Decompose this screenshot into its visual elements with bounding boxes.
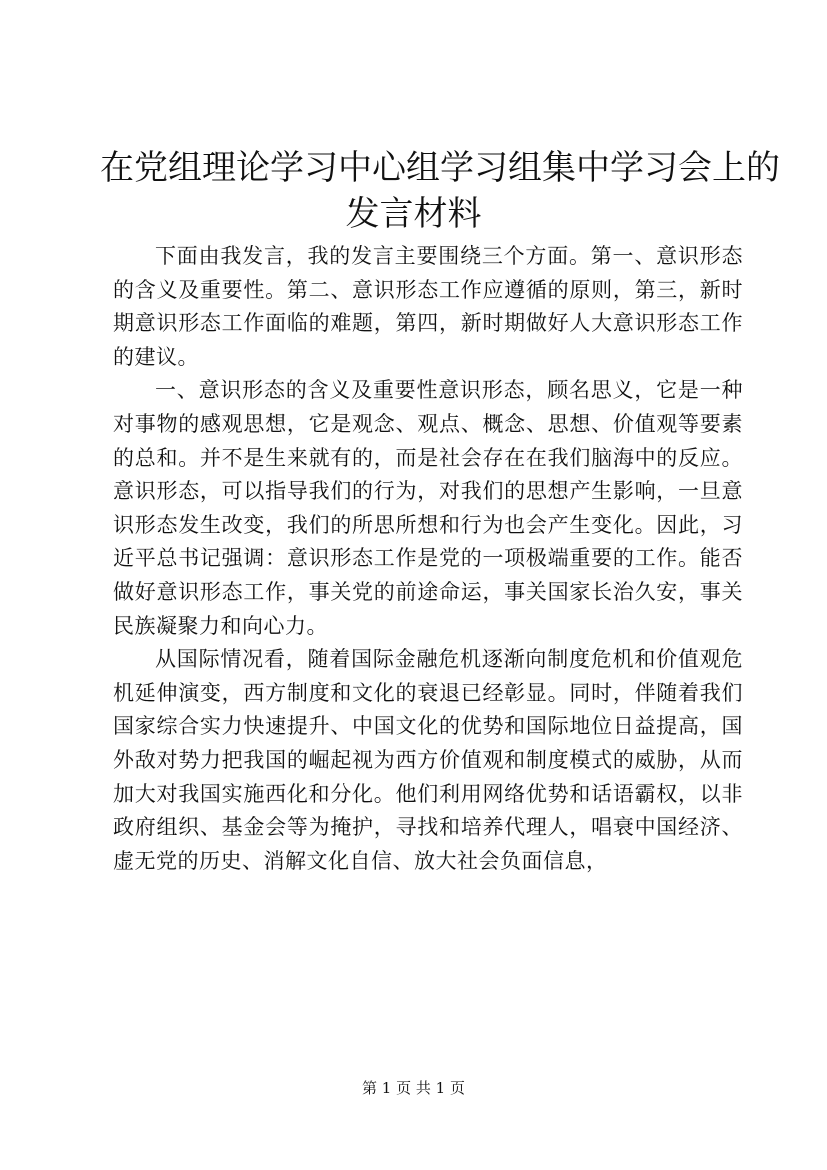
title-line-1: 在党组理论学习中心组学习组集中学习会上的 — [100, 148, 780, 188]
title-line-2: 发言材料 — [345, 194, 482, 234]
document-title — [100, 145, 780, 237]
document-body — [113, 240, 743, 878]
paragraph-3: 从国际情况看，随着国际金融危机逐渐向制度危机和价值观危机延伸演变，西方制度和文化的衰退已经彰显。同时，伴随着我们国家综合实力快速提升、中国文化的优势和国际地位日益提高，国外敌对势力把我国的崛起视为西方价值观和制度模式的威胁，从而加大对我国实施西化和分化。他们利用网络优势和话语霸权，以非政府组织、基金会等为掩护，寻找和培养代理人，唱衰中国经济、虚无党的历史、消解文化自信、放大社会负面信息， — [113, 647, 743, 873]
paragraph-1: 下面由我发言，我的发言主要围绕三个方面。第一、意识形态的含义及重要性。第二、意识形态工作应遵循的原则，第三，新时期意识形态工作面临的难题，第四，新时期做好人大意识形态工作的建议。 — [113, 244, 743, 369]
paragraph-2: 一、意识形态的含义及重要性意识形态，顾名思义，它是一种对事物的感观思想，它是观念、观点、概念、思想、价值观等要素的总和。并不是生来就有的，而是社会存在在我们脑海中的反应。意识形态，可以指导我们的行为，对我们的思想产生影响，一旦意识形态发生改变，我们的所思所想和行为也会产生变化。因此，习近平总书记强调：意识形态工作是党的一项极端重要的工作。能否做好意识形态工作，事关党的前途命运，事关国家长治久安，事关民族凝聚力和向心力。 — [113, 378, 743, 638]
page-footer: 第 1 页 共 1 页 — [362, 1079, 465, 1097]
